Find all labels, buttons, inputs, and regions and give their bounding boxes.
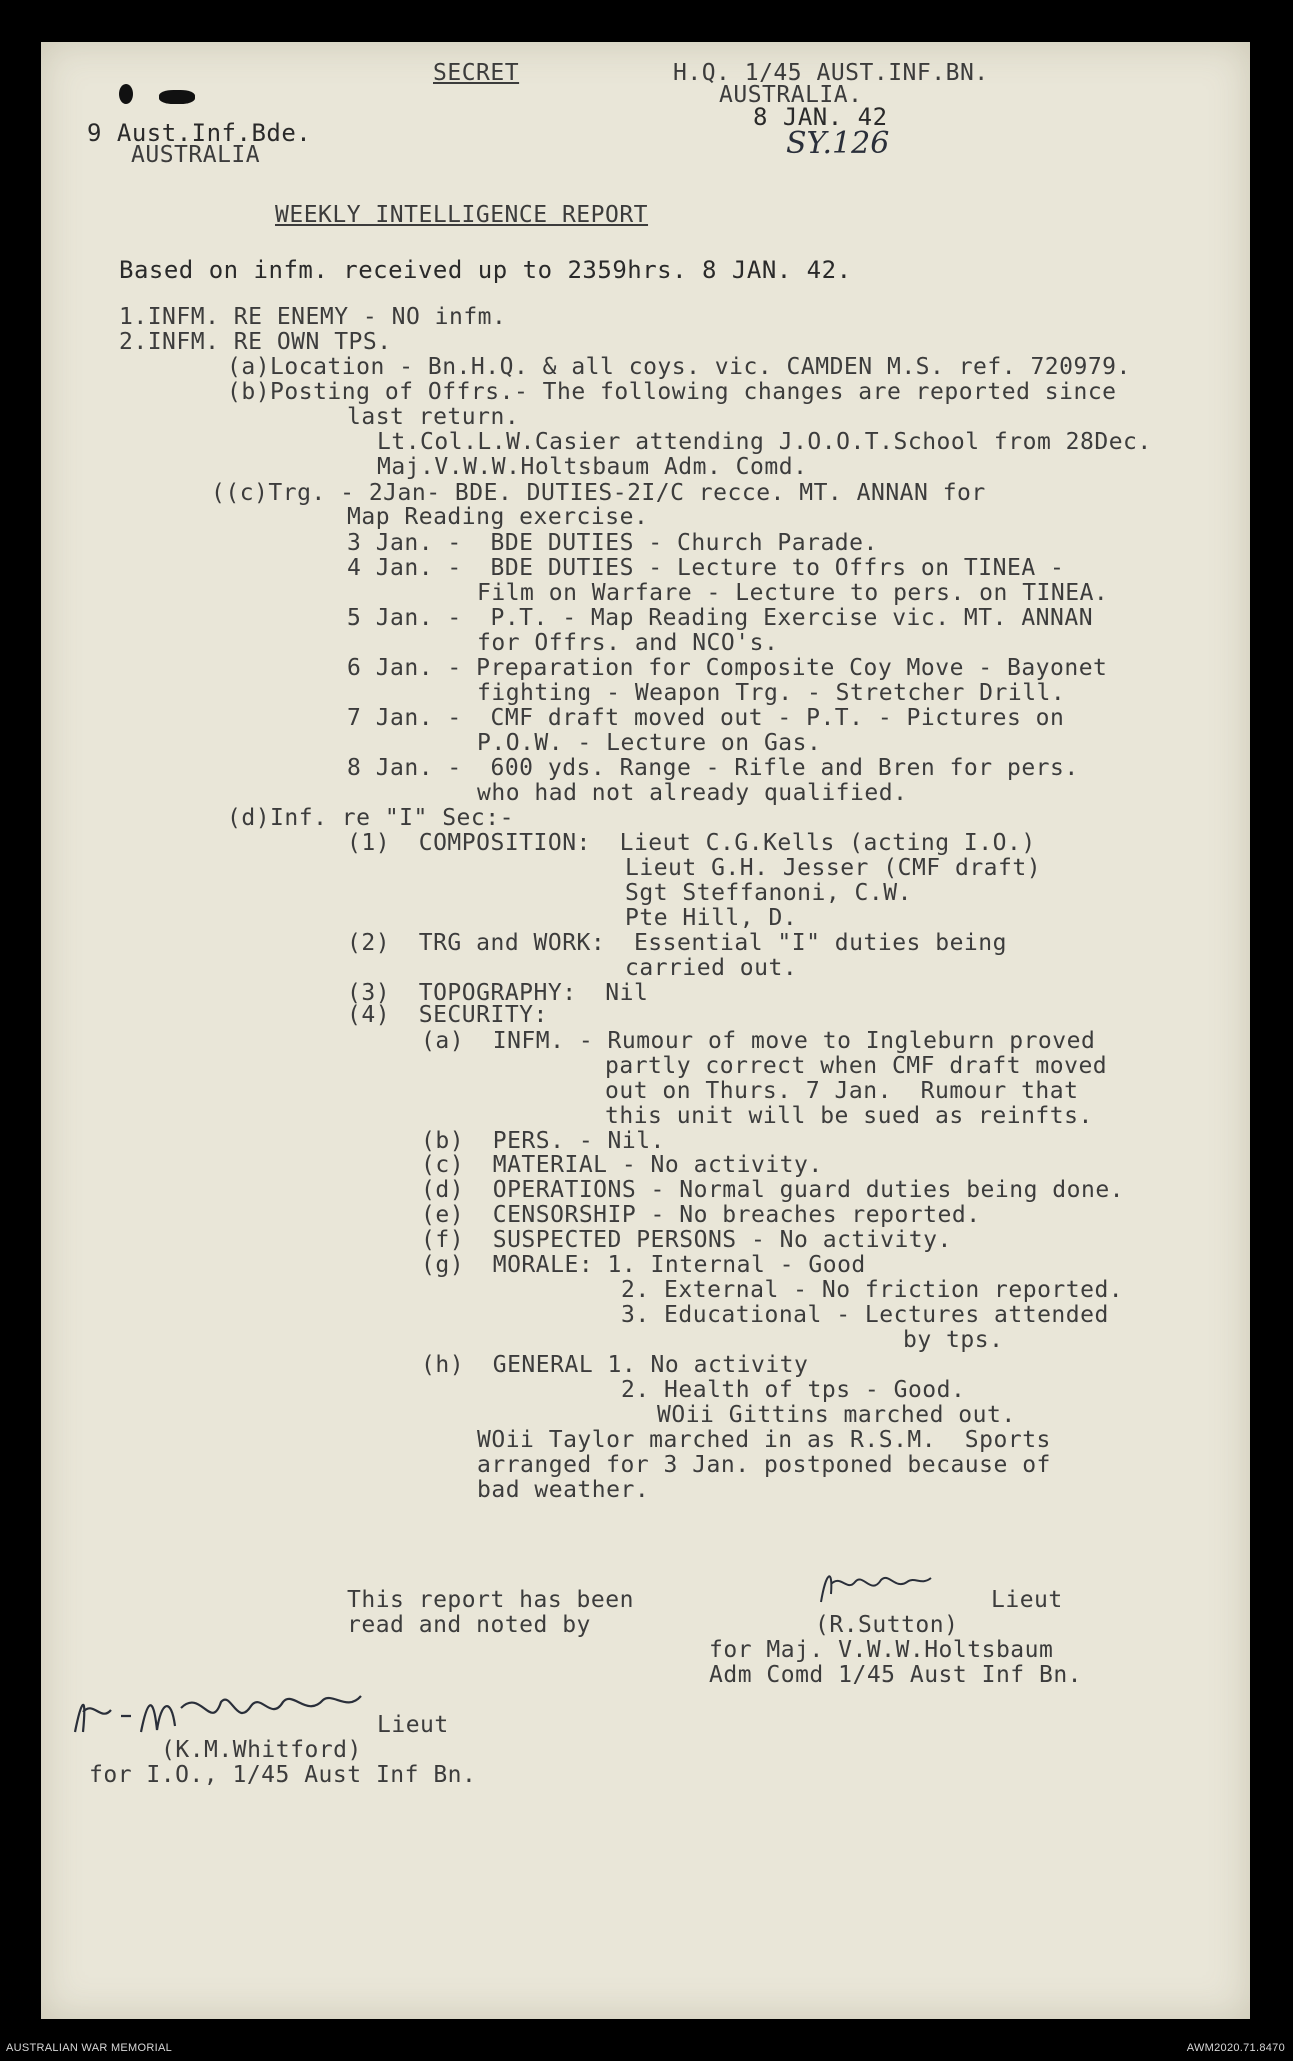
report-line: (3) TOPOGRAPHY: Nil [347,980,649,1006]
classification-label: SECRET [433,60,520,86]
report-line: (1) COMPOSITION: Lieut C.G.Kells (acting I.O.) [347,830,1036,856]
noted-by-text: This report has been [347,1587,634,1613]
signature-right-name: (R.Sutton) [815,1612,959,1638]
report-line: (h) GENERAL 1. No activity [421,1352,809,1378]
report-line: WOii Gittins marched out. [657,1402,1016,1428]
report-line: 7 Jan. - CMF draft moved out - P.T. - Pictures on [347,705,1065,731]
report-line: WOii Taylor marched in as R.S.M. Sports [477,1427,1051,1453]
report-line: by tps. [903,1327,1004,1353]
report-line: fighting - Weapon Trg. - Stretcher Drill. [477,680,1066,706]
report-line: Pte Hill, D. [625,905,798,931]
report-line: for Offrs. and NCO's. [477,630,779,656]
report-line: partly correct when CMF draft moved [605,1053,1108,1079]
report-line: 5 Jan. - P.T. - Map Reading Exercise vic. MT. ANNAN [347,605,1094,631]
report-line: 3. Educational - Lectures attended [621,1302,1109,1328]
report-line: Map Reading exercise. [347,504,649,530]
noted-by-text: read and noted by [347,1612,591,1638]
from-location: AUSTRALIA. [719,82,863,108]
report-line: (a) INFM. - Rumour of move to Ingleburn proved [421,1028,1096,1054]
handwritten-reference: SY.126 [786,126,890,161]
report-line: 6 Jan. - Preparation for Composite Coy Move - Bayonet [347,655,1108,681]
report-line: (c) MATERIAL - No activity. [421,1152,823,1178]
report-line: 8 Jan. - 600 yds. Range - Rifle and Bren for pers. [347,755,1079,781]
footer-left: AUSTRALIAN WAR MEMORIAL [6,2042,173,2054]
ink-blot [119,84,133,104]
report-line: arranged for 3 Jan. postponed because of [477,1452,1051,1478]
signature-right-line1: for Maj. V.W.W.Holtsbaum [709,1637,1054,1663]
report-line: 2.INFM. RE OWN TPS. [119,329,392,355]
signature-sutton [811,1562,941,1612]
signature-whitford [61,1682,381,1742]
report-line: bad weather. [477,1477,650,1503]
report-line: P.O.W. - Lecture on Gas. [477,730,822,756]
report-line: (b) PERS. - Nil. [421,1128,665,1154]
report-line: last return. [347,404,520,430]
to-location: AUSTRALIA [131,142,261,168]
to-unit: 9 Aust.Inf.Bde. [87,119,312,147]
report-basis: Based on infm. received up to 2359hrs. 8 JAN. 42. [119,256,852,284]
report-line: (4) SECURITY: [347,1002,548,1028]
report-line: (e) CENSORSHIP - No breaches reported. [421,1202,981,1228]
report-line: who had not already qualified. [477,780,908,806]
report-line: (d) OPERATIONS - Normal guard duties being done. [421,1177,1125,1203]
from-unit: H.Q. 1/45 AUST.INF.BN. [673,60,989,86]
report-line: this unit will be sued as reinfts. [605,1103,1093,1129]
report-line: Lieut G.H. Jesser (CMF draft) [625,855,1042,881]
report-line: Maj.V.W.W.Holtsbaum Adm. Comd. [377,454,808,480]
report-line: Film on Warfare - Lecture to pers. on TINEA. [477,580,1109,606]
signature-right-line2: Adm Comd 1/45 Aust Inf Bn. [709,1662,1083,1688]
report-line: (b)Posting of Offrs.- The following changes are reported since [227,379,1117,405]
signature-left-name: (K.M.Whitford) [161,1737,362,1763]
report-title: WEEKLY INTELLIGENCE REPORT [275,202,649,228]
document-page [41,42,1250,2019]
report-line: Sgt Steffanoni, C.W. [625,880,912,906]
report-line: ((c)Trg. - 2Jan- BDE. DUTIES-2I/C recce. MT. ANNAN for [211,480,986,506]
signature-right-rank: Lieut [991,1587,1063,1613]
report-line: out on Thurs. 7 Jan. Rumour that [605,1078,1079,1104]
signature-left-line1: for I.O., 1/45 Aust Inf Bn. [89,1762,477,1788]
report-line: carried out. [625,955,798,981]
report-line: (a)Location - Bn.H.Q. & all coys. vic. CAMDEN M.S. ref. 720979. [227,354,1131,380]
report-line: 2. External - No friction reported. [621,1277,1124,1303]
report-line: (2) TRG and WORK: Essential "I" duties being [347,930,1007,956]
report-line: (f) SUSPECTED PERSONS - No activity. [421,1227,952,1253]
report-line: 3 Jan. - BDE DUTIES - Church Parade. [347,530,878,556]
ink-blot [159,90,195,104]
signature-left-rank: Lieut [377,1712,449,1738]
report-date: 8 JAN. 42 [753,103,888,131]
report-line: 2. Health of tps - Good. [621,1377,966,1403]
report-line: 4 Jan. - BDE DUTIES - Lecture to Offrs on TINEA - [347,555,1065,581]
report-line: Lt.Col.L.W.Casier attending J.O.O.T.School from 28Dec. [377,429,1152,455]
report-line: 1.INFM. RE ENEMY - NO infm. [119,304,507,330]
report-line: (g) MORALE: 1. Internal - Good [421,1252,866,1278]
report-line: (d)Inf. re "I" Sec:- [227,805,514,831]
footer-right: AWM2020.71.8470 [1186,2042,1285,2054]
